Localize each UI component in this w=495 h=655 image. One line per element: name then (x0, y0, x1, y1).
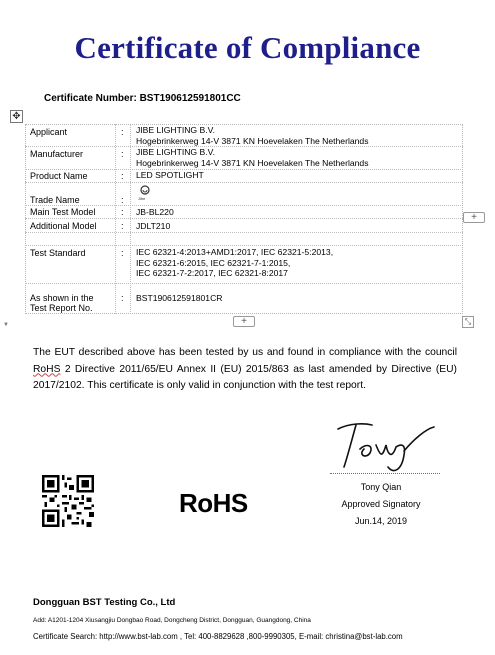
jibe-logo-icon (136, 184, 154, 204)
test-standard-line: IEC 62321-4:2013+AMD1:2017, IEC 62321-5:2013, (136, 247, 334, 257)
manufacturer-value (136, 147, 369, 168)
qr-code (42, 475, 94, 527)
additional-model-label: Additional Model (30, 221, 97, 231)
signatory-role: Approved Signatory (341, 499, 421, 509)
row-marker-icon: ▼ (3, 322, 9, 328)
test-report-value: BST190612591801CR (136, 293, 223, 303)
compliance-statement (33, 345, 457, 395)
table-divider (25, 205, 463, 206)
table-divider (25, 169, 463, 170)
manufacturer-address: Hogebrinkerweg 14-V 3871 KN Hoevelaken The Netherlands (136, 157, 369, 168)
table-resize-handle-icon[interactable]: ⤡ (462, 316, 474, 328)
trade-name-label: Trade Name (30, 195, 80, 205)
table-divider (25, 232, 463, 233)
statement-part: 2 Directive 2011/65/EU Annex II (EU) 2015/863 as last amended by Directive (EU) 2017/2102. This certificate is only valid in conjunction with the test report. (33, 363, 457, 391)
manufacturer-name: JIBE LIGHTING B.V. (136, 147, 215, 157)
manufacturer-label: Manufacturer (30, 149, 84, 159)
signatory-name: Tony Qian (360, 482, 402, 492)
table-divider (25, 182, 463, 183)
test-standard-label: Test Standard (30, 248, 86, 258)
table-divider (25, 283, 463, 284)
test-report-label (30, 293, 94, 313)
test-standard-line: IEC 62321-6:2015, IEC 62321-7-1:2015, (136, 257, 291, 268)
test-report-label-line: Test Report No. (30, 303, 93, 313)
table-divider (130, 124, 131, 314)
colon: : (121, 221, 124, 231)
main-test-model-label: Main Test Model (30, 207, 96, 217)
colon: : (121, 171, 124, 181)
test-report-label-line: As shown in the (30, 293, 94, 303)
company-name: Dongguan BST Testing Co., Ltd (33, 597, 176, 608)
applicant-address: Hogebrinkerweg 14-V 3871 KN Hoevelaken The Netherlands (136, 135, 369, 146)
rohs-logo: RoHS (179, 488, 248, 518)
trade-logo-text: Jibe (138, 196, 146, 201)
colon: : (121, 207, 124, 217)
company-address: Add: A1201-1204 Xiusangjiu Dongbao Road, Dongcheng District, Dongguan, Guangdong, China (33, 617, 311, 624)
signature-line (330, 473, 440, 474)
main-test-model-value: JB-BL220 (136, 207, 174, 217)
test-standard-line: IEC 62321-7-2:2017, IEC 62321-8:2017 (136, 268, 288, 278)
handwritten-signature (330, 415, 440, 475)
trade-logo (136, 184, 154, 204)
table-divider (115, 124, 116, 314)
colon: : (121, 248, 124, 258)
product-name-label: Product Name (30, 171, 88, 181)
certificate-number: Certificate Number: BST190612591801CC (44, 93, 241, 104)
statement-part: The EUT described above has been tested by us and found in compliance with the council (33, 347, 457, 358)
colon: : (121, 149, 124, 159)
product-name-value: LED SPOTLIGHT (136, 170, 204, 180)
colon: : (121, 127, 124, 137)
table-divider (25, 245, 463, 246)
company-contact: Certificate Search: http://www.bst-lab.com , Tel: 400-8829628 ,800-9990305, E-mail: christina@bst-lab.com (33, 632, 403, 641)
table-divider (25, 218, 463, 219)
signatory-date: Jun.14, 2019 (354, 516, 408, 526)
applicant-value (136, 125, 369, 146)
document-title: Certificate of Compliance (74, 30, 421, 65)
applicant-label: Applicant (30, 127, 68, 137)
test-standard-value (136, 247, 333, 279)
colon: : (121, 195, 124, 205)
additional-model-value: JDLT210 (136, 221, 171, 231)
applicant-name: JIBE LIGHTING B.V. (136, 125, 215, 135)
statement-rohs-term: RoHS (33, 363, 61, 375)
add-row-button[interactable]: + (233, 316, 255, 327)
add-column-button[interactable]: + (463, 212, 485, 223)
table-move-handle-icon[interactable]: ✥ (10, 110, 23, 123)
colon: : (121, 293, 124, 303)
